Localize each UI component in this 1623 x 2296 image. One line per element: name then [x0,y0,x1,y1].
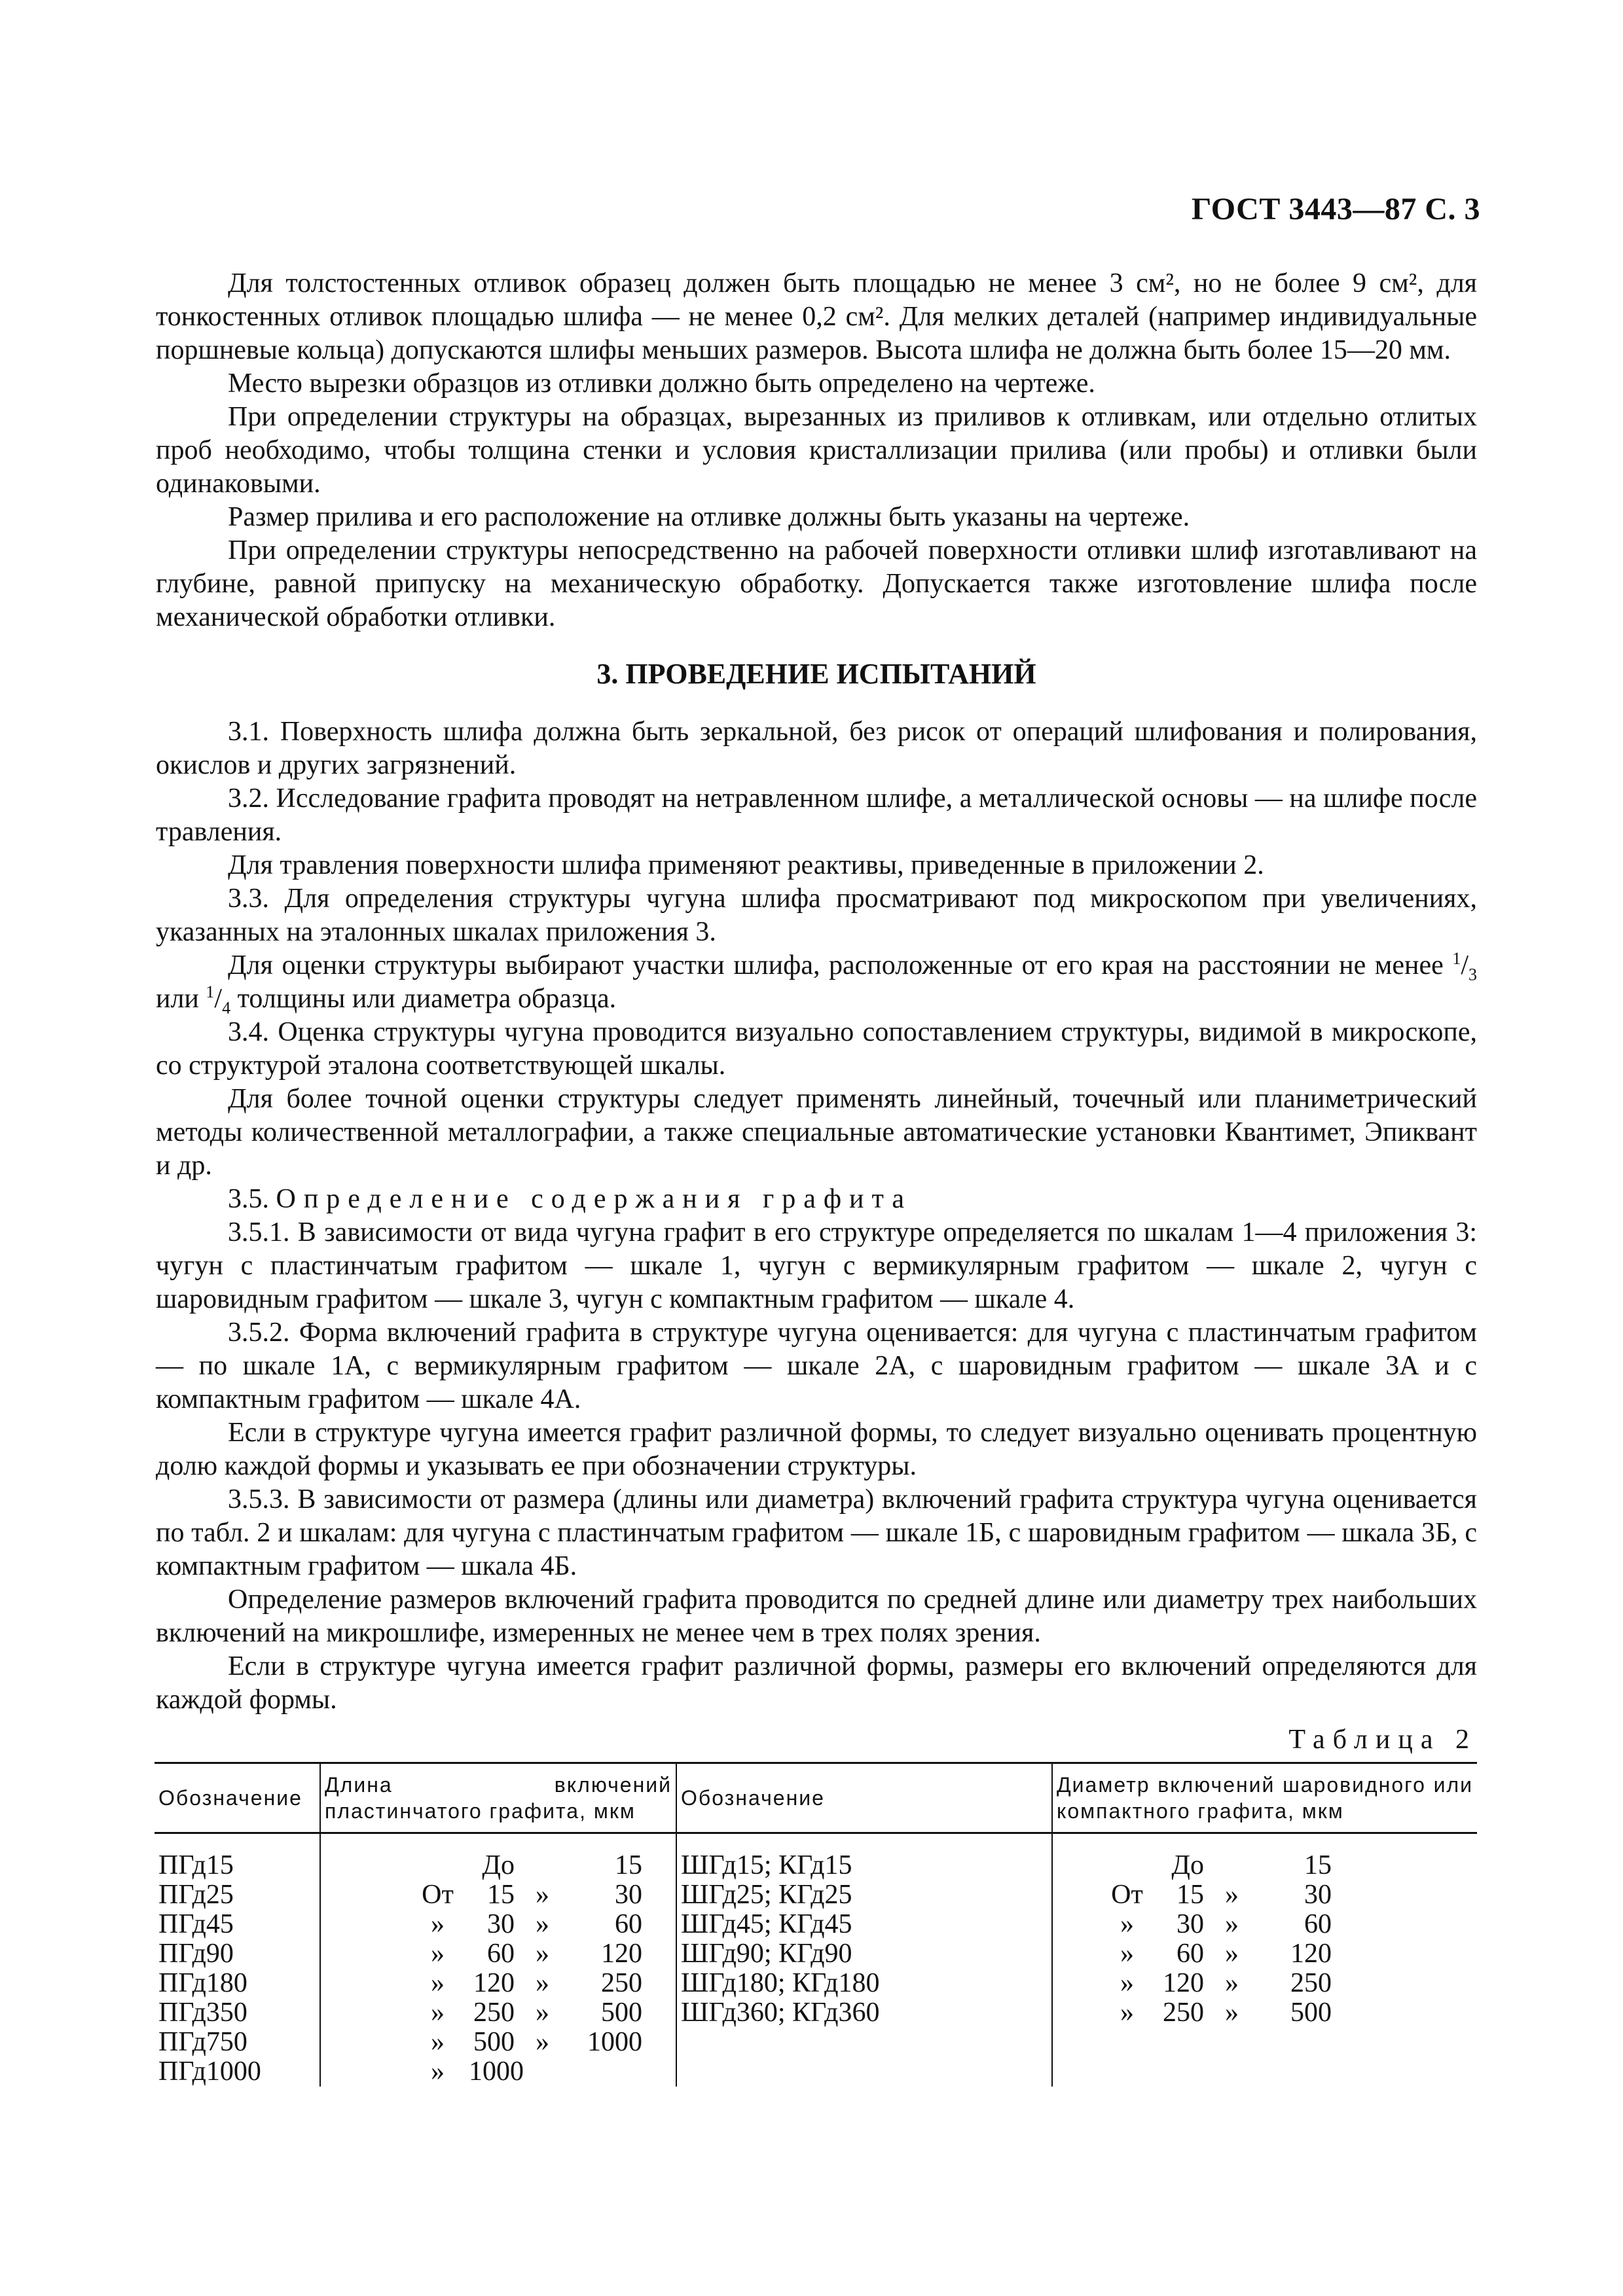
paragraph: Для травления поверхности шлифа применяют реактивы, приведенные в приложении 2. [228,850,1264,880]
paragraph-3-1: 3.1. Поверхность шлифа должна быть зеркальной, без рисок от операций шлифования и полирования, окислов и других загрязнений. [156,717,1477,780]
range-part-pre: » [431,1968,445,1998]
text: или [156,984,199,1014]
range-part-b [570,2057,642,2087]
range-part-a: 60 [1176,1939,1204,1969]
range-part-a: 120 [473,1968,515,1998]
table-caption: Таблица 2 [1288,1725,1477,1755]
right-value-cell [1052,1880,1477,1910]
right-value-cell [1052,1939,1477,1969]
range-part-a: До [1171,1850,1204,1880]
range-part-a: 15 [487,1880,515,1910]
right-value-cell [1052,2057,1477,2087]
table-header-row [155,1763,1477,1833]
range-part-a: 500 [473,2027,515,2057]
range-value [325,1851,672,1880]
range-value [1057,1939,1473,1969]
range-part-a: 250 [473,1998,515,2028]
right-value-cell [1052,1833,1477,1881]
table-row [155,1969,1477,1998]
range-part-b: 30 [615,1880,642,1910]
range-value [325,2057,672,2087]
range-part-b: 60 [615,1909,642,1939]
left-value-cell [320,1969,676,1998]
range-part-r: » [536,2027,549,2057]
paragraph: Определение размеров включений графита проводится по средней длине или диаметру трех наибольших включений на микрошлифе, измеренных не менее чем в трех полях зрения. [156,1585,1477,1648]
paragraph-3-5 [156,1183,1477,1216]
left-code-cell: ПГд1000 [158,2056,261,2087]
fraction-denominator: 3 [1468,965,1478,984]
text: толщины или диаметра образца. [237,984,617,1014]
table-row [155,2028,1477,2057]
range-value [325,1880,672,1910]
paragraph: Размер прилива и его расположение на отливке должны быть указаны на чертеже. [228,502,1190,532]
paragraph-3-5-2: 3.5.2. Форма включений графита в структуре чугуна оценивается: для чугуна с пластинчатым графитом — по шкале 1А, с вермикулярным графитом — шкале 2А, с шаровидным графитом — шкале 3А и с компактным графитом — шкале 4А. [156,1318,1477,1414]
left-value-cell [320,1998,676,2028]
left-value-cell [320,1880,676,1910]
left-value-cell [320,2028,676,2057]
document-body [156,267,1477,2087]
range-part-pre: » [431,2056,445,2087]
range-value [1057,1880,1473,1910]
range-part-pre: » [1120,1909,1134,1939]
fraction-numerator: 1 [206,982,215,1001]
range-part-pre: » [431,2027,445,2057]
right-value-cell [1052,1969,1477,1998]
range-part-r [515,1851,570,1880]
left-code-cell: ПГд15 [158,1850,234,1880]
range-part-r: » [536,1998,549,2028]
right-code-cell: ШГд25; КГд25 [676,1880,1052,1910]
range-part-r: » [1225,1880,1239,1910]
right-value-cell [1052,1998,1477,2028]
column-header: Диаметр включений шаровидного или компактного графита, мкм [1052,1763,1477,1833]
range-part-r: » [536,1939,549,1969]
range-part-pre [407,1851,469,1880]
right-code-cell: ШГд15; КГд15 [676,1833,1052,1881]
right-code-cell: ШГд45; КГд45 [676,1910,1052,1939]
range-value [325,1998,672,2028]
range-part-r: » [1225,1968,1239,1998]
left-code-cell: ПГд750 [158,2027,247,2057]
range-part-pre: » [431,1909,445,1939]
paragraph-3-3: 3.3. Для определения структуры чугуна шлифа просматривают под микроскопом при увеличениях, указанных на эталонных шкалах приложения 3. [156,884,1477,947]
range-part-r [515,2057,570,2087]
spaced-heading: Определение содержания графита [276,1184,913,1214]
range-part-a: 1000 [469,2056,524,2087]
range-part-b: 250 [1290,1968,1332,1998]
range-part-a: До [482,1850,515,1880]
fraction-denominator: 4 [222,998,231,1018]
table-body [155,1833,1477,2087]
range-part-a: 30 [1176,1909,1204,1939]
range-part-a: 250 [1163,1998,1204,2028]
range-value [325,1910,672,1939]
range-part-r: » [536,1880,549,1910]
fraction-one-fourth: $^1/_4$ [206,982,231,1018]
range-part-b: 30 [1304,1880,1332,1910]
range-value [325,1969,672,1998]
section-title: 3. ПРОВЕДЕНИЕ ИСПЫТАНИЙ [596,658,1036,690]
range-part-a: 15 [1176,1880,1204,1910]
range-value [1057,1998,1473,2028]
range-part-r: » [1225,1998,1239,2028]
range-part-pre [1096,1851,1158,1880]
right-code-cell: ШГд360; КГд360 [676,1998,1052,2028]
range-value [325,2028,672,2057]
paragraph-3-2: 3.2. Исследование графита проводят на нетравленном шлифе, а металлической основы — на шлифе после травления. [156,783,1477,847]
paragraph: Для более точной оценки структуры следует применять линейный, точечный или планиметрический методы количественной металлографии, а также специальные автоматические установки Квантимет, Эпиквант и др. [156,1084,1477,1181]
range-part-a: 120 [1163,1968,1204,1998]
right-code-cell: ШГд90; КГд90 [676,1939,1052,1969]
left-code-cell: ПГд350 [158,1998,247,2028]
range-part-b: 500 [1290,1998,1332,2028]
right-code-cell [676,2057,1052,2087]
left-code-cell: ПГд180 [158,1968,247,1998]
table-row [155,1833,1477,1881]
table-row [155,1998,1477,2028]
paragraph-3-5-3: 3.5.3. В зависимости от размера (длины или диаметра) включений графита структура чугуна оценивается по табл. 2 и шкалам: для чугуна с пластинчатым графитом — шкале 1Б, с шаровидным графитом — шкала 3Б, с компактным графитом — шкала 4Б. [156,1484,1477,1581]
table-row [155,1939,1477,1969]
range-part-r [1204,1851,1260,1880]
range-part-b: 15 [1304,1850,1332,1880]
range-part-pre: От [422,1880,454,1910]
right-code-cell: ШГд180; КГд180 [676,1969,1052,1998]
range-part-pre: » [1120,1998,1134,2028]
range-part-pre: » [431,1998,445,2028]
range-value [1057,1851,1473,1880]
paragraph-3-4: 3.4. Оценка структуры чугуна проводится визуально сопоставлением структуры, видимой в микроскопе, со структурой эталона соответствующей шкалы. [156,1017,1477,1081]
range-part-b: 60 [1304,1909,1332,1939]
fraction-one-third: $^1/_3$ [1452,949,1478,984]
right-value-cell [1052,1910,1477,1939]
right-code-cell [676,2028,1052,2057]
range-value [1057,1910,1473,1939]
paragraph: Если в структуре чугуна имеется графит различной формы, то следует визуально оценивать процентную долю каждой формы и указывать ее при обозначении структуры. [156,1418,1477,1481]
range-part-r: » [1225,1939,1239,1969]
range-value [325,1939,672,1969]
range-part-r: » [536,1909,549,1939]
page-header: ГОСТ 3443—87 С. 3 [1191,192,1480,226]
range-value [1057,1969,1473,1998]
paragraph: Если в структуре чугуна имеется графит различной формы, размеры его включений определяются для каждой формы. [156,1651,1477,1715]
clause-number: 3.5. [228,1184,269,1214]
range-part-b: 1000 [587,2027,642,2057]
range-part-a: 30 [487,1909,515,1939]
table-row [155,1880,1477,1910]
left-value-cell [320,1910,676,1939]
range-part-r: » [1225,1909,1239,1939]
paragraph-3-5-1: 3.5.1. В зависимости от вида чугуна графит в его структуре определяется по шкалам 1—4 приложения 3: чугун с пластинчатым графитом — шкале 1, чугун с вермикулярным графитом — шкале 2, чугун с шаровидным графитом — шкале 3, чугун с компактным графитом — шкале 4. [156,1217,1477,1314]
range-part-pre: » [1120,1939,1134,1969]
left-code-cell: ПГд25 [158,1880,234,1910]
range-part-b: 120 [601,1939,642,1969]
left-value-cell [320,1939,676,1969]
range-part-pre: » [431,1939,445,1969]
range-part-b: 250 [601,1968,642,1998]
right-value-cell [1052,2028,1477,2057]
range-part-b: 120 [1290,1939,1332,1969]
column-header: Обозначение [155,1763,320,1833]
table-row [155,1910,1477,1939]
paragraph: При определении структуры на образцах, вырезанных из приливов к отливкам, или отдельно отлитых проб необходимо, чтобы толщина стенки и условия кристаллизации прилива (или пробы) и отливки были одинаковыми. [156,402,1477,499]
range-part-a: 60 [487,1939,515,1969]
left-code-cell: ПГд90 [158,1939,234,1969]
text: Для оценки структуры выбирают участки шлифа, расположенные от его края на расстоянии не менее [228,950,1444,980]
left-code-cell: ПГд45 [158,1909,234,1939]
range-part-r: » [536,1968,549,1998]
range-part-b: 15 [615,1850,642,1880]
fraction-numerator: 1 [1452,949,1461,968]
range-part-b: 500 [601,1998,642,2028]
range-part-pre: От [1111,1880,1143,1910]
paragraph: При определении структуры непосредственно на рабочей поверхности отливки шлиф изготавливают на глубине, равной припуску на механическую обработку. Допускается также изготовление шлифа после механической обработки отливки. [156,535,1477,632]
column-header: Обозначение [676,1763,1052,1833]
left-value-cell [320,2057,676,2087]
range-part-pre: » [1120,1968,1134,1998]
left-value-cell [320,1833,676,1881]
table-row [155,2057,1477,2087]
paragraph: Для толстостенных отливок образец должен быть площадью не менее 3 см², но не более 9 см², для тонкостенных отливок площадью шлифа — не менее 0,2 см². Для мелких деталей (например индивидуальные поршневые кольца) допускаются шлифы меньших размеров. Высота шлифа не должна быть более 15—20 мм. [156,268,1477,365]
paragraph: Место вырезки образцов из отливки должно быть определено на чертеже. [228,368,1095,399]
table-2 [155,1762,1477,2087]
column-header: Длина включений пластинчатого графита, мкм [320,1763,676,1833]
paragraph-3-3-b [156,949,1477,1016]
